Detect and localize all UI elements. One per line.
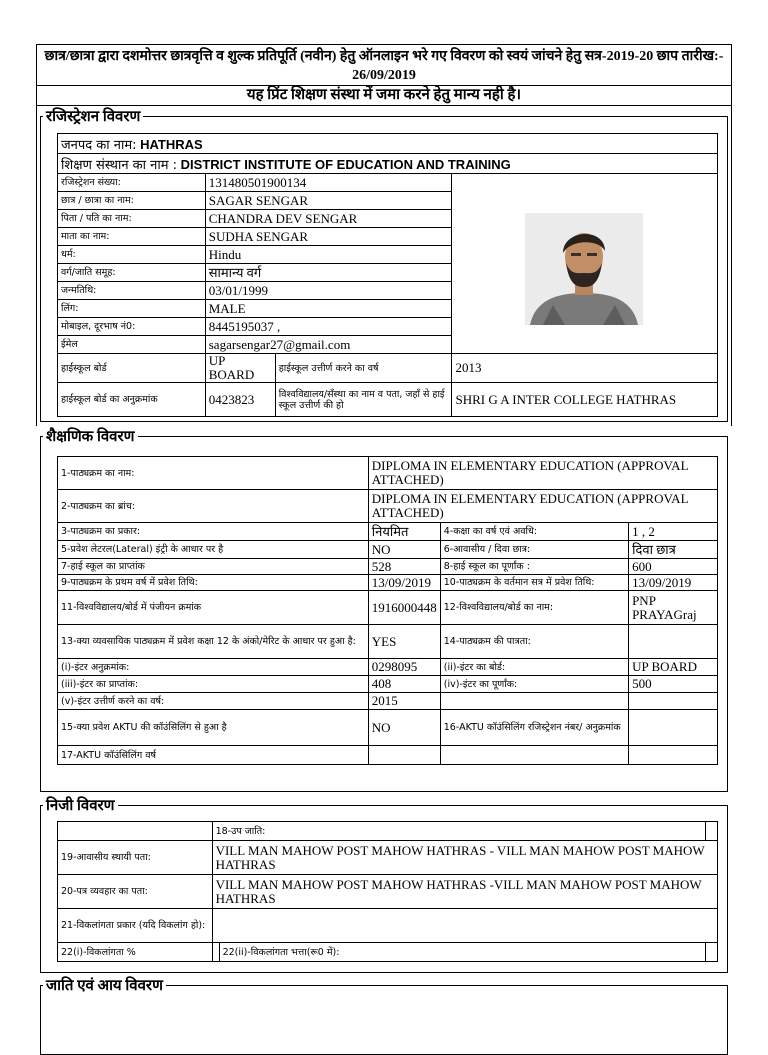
acad-label: (i)-इंटर अनुक्रमांक: [58, 659, 369, 676]
hs-school-label: विश्वविद्यालय/सँस्था का नाम व पता, जहाँ से हाई स्कूल उत्तीर्ण की हो [275, 383, 452, 417]
institute-value: DISTRICT INSTITUTE OF EDUCATION AND TRAINING [180, 156, 511, 172]
acad-label [440, 746, 628, 765]
personal-legend: निजी विवरण [46, 798, 115, 814]
print-notice: यह प्रिंट शिक्षण संस्था में जमा करने हेतु मान्य नही है। [36, 86, 732, 106]
acad-value: 528 [368, 559, 440, 575]
reg-label: वर्ग/जाति समूह: [58, 264, 206, 282]
disability-pct-label: 22(i)-विकलांगता % [58, 943, 213, 962]
reg-value: 8445195037 , [205, 318, 452, 336]
corr-address-label: 20-पत्र व्यवहार का पता: [58, 875, 213, 909]
acad-value [368, 746, 440, 765]
acad-value: 0298095 [368, 659, 440, 676]
acad-value: 500 [629, 676, 718, 693]
acad-label: 11-विश्वविद्यालय/बोर्ड में पंजीयन क्रमांक [58, 591, 369, 625]
acad-label: 3-पाठ्यक्रम का प्रकार: [58, 523, 369, 541]
acad-value: नियमित [368, 523, 440, 541]
disability-type-label: 21-विकलांगता प्रकार (यदि विकलांग हो): [58, 909, 213, 943]
reg-label: रजिस्ट्रेशन संख्या: [58, 174, 206, 192]
acad-label: 10-पाठ्यक्रम के वर्तमान सत्र में प्रवेश तिथि: [440, 575, 628, 591]
reg-label: जन्मतिथि: [58, 282, 206, 300]
page-title: छात्र/छात्रा द्वारा दशमोत्तर छात्रवृत्ति व शुल्क प्रतिपूर्ति (नवीन) हेतु ऑनलाइन भरे गए विवरण को स्वयं जांचने हेतु सत्र-2019-20 छाप तारीख:- 26/09/2019 [36, 44, 732, 86]
reg-value: 131480501900134 [205, 174, 452, 192]
disability-allowance-label: 22(ii)-विकलांगता भत्ता(रू0 में): [219, 943, 705, 962]
acad-label: 8-हाई स्कूल का पूर्णांक : [440, 559, 628, 575]
reg-value: सामान्य वर्ग [205, 264, 452, 282]
district-label: जनपद का नाम: [61, 137, 137, 153]
disability-allowance-value [706, 943, 718, 962]
acad-value: 1 , 2 [629, 523, 718, 541]
acad-label: 15-क्या प्रवेश AKTU की कॉउंसिलिंग से हुआ है [58, 710, 369, 746]
acad-value: 600 [629, 559, 718, 575]
student-photo-image [525, 213, 643, 325]
acad-label: 5-प्रवेश लेटरल(Lateral) इंट्री के आधार पर है [58, 541, 369, 559]
subcaste-value [706, 822, 718, 841]
reg-label: माता का नाम: [58, 228, 206, 246]
reg-label: लिंग: [58, 300, 206, 318]
perm-address-label: 19-आवासीय स्थायी पता: [58, 841, 213, 875]
academic-table [57, 456, 718, 765]
personal-table [57, 821, 718, 962]
hs-roll-value: 0423823 [205, 383, 275, 417]
acad-value: NO [368, 710, 440, 746]
reg-label: मोबाइल, दूरभाष नं0: [58, 318, 206, 336]
acad-label: (iii)-इंटर का प्राप्तांक: [58, 676, 369, 693]
reg-value: MALE [205, 300, 452, 318]
institute-label: शिक्षण संस्थान का नाम : [61, 157, 178, 173]
hs-board-label: हाईस्कूल बोर्ड [58, 354, 206, 383]
disability-pct-value [212, 943, 219, 962]
acad-value [629, 693, 718, 710]
acad-label: (iv)-इंटर का पूर्णांक: [440, 676, 628, 693]
reg-value: SUDHA SENGAR [205, 228, 452, 246]
hs-year-label: हाईस्कूल उत्तीर्ण करने का वर्ष [275, 354, 452, 383]
acad-label: (v)-इंटर उत्तीर्ण करने का वर्ष: [58, 693, 369, 710]
acad-value: 408 [368, 676, 440, 693]
reg-value: 03/01/1999 [205, 282, 452, 300]
reg-label: धर्म: [58, 246, 206, 264]
empty-cell [58, 822, 213, 841]
branch-label: 2-पाठ्यक्रम का ब्रांच: [58, 490, 369, 523]
disability-type-value [212, 909, 717, 943]
acad-value: PNP PRAYAGraj [629, 591, 718, 625]
hs-board-value: UP BOARD [205, 354, 275, 383]
student-photo [525, 213, 643, 325]
academic-legend: शैक्षणिक विवरण [46, 429, 135, 445]
course-value: DIPLOMA IN ELEMENTARY EDUCATION (APPROVAL ATTACHED) [368, 457, 717, 490]
reg-value: sagarsengar27@gmail.com [205, 336, 452, 354]
hs-roll-label: हाईस्कूल बोर्ड का अनुक्रमांक [58, 383, 206, 417]
perm-address-value: VILL MAN MAHOW POST MAHOW HATHRAS - VILL MAN MAHOW POST MAHOW HATHRAS [212, 841, 717, 875]
acad-label: 7-हाई स्कूल का प्राप्तांक [58, 559, 369, 575]
district-value: HATHRAS [140, 136, 203, 152]
district-cell [58, 134, 718, 154]
acad-value [629, 625, 718, 659]
acad-value: 1916000448 [368, 591, 440, 625]
branch-value: DIPLOMA IN ELEMENTARY EDUCATION (APPROVAL ATTACHED) [368, 490, 717, 523]
reg-value: Hindu [205, 246, 452, 264]
acad-label: 13-क्या व्यवसायिक पाठ्यक्रम में प्रवेश कक्षा 12 के अंको/मेरिट के आधार पर हुआ है: [58, 625, 369, 659]
institute-cell [58, 154, 718, 174]
acad-value: YES [368, 625, 440, 659]
course-label: 1-पाठ्यक्रम का नाम: [58, 457, 369, 490]
acad-value: NO [368, 541, 440, 559]
caste-income-legend: जाति एवं आय विवरण [46, 978, 163, 994]
acad-value: 2015 [368, 693, 440, 710]
acad-value: 13/09/2019 [629, 575, 718, 591]
acad-value: UP BOARD [629, 659, 718, 676]
acad-label: 12-विश्वविद्यालय/बोर्ड का नाम: [440, 591, 628, 625]
reg-label: पिता / पति का नाम: [58, 210, 206, 228]
acad-value [629, 746, 718, 765]
acad-value [629, 710, 718, 746]
acad-label: 6-आवासीय / दिवा छात्र: [440, 541, 628, 559]
reg-value: SAGAR SENGAR [205, 192, 452, 210]
acad-label [440, 693, 628, 710]
acad-label: 4-कक्षा का वर्ष एवं अवधि: [440, 523, 628, 541]
reg-label: ईमेल [58, 336, 206, 354]
subcaste-label: 18-उप जाति: [212, 822, 705, 841]
acad-value: 13/09/2019 [368, 575, 440, 591]
hs-school-value: SHRI G A INTER COLLEGE HATHRAS [452, 383, 718, 417]
reg-label: छात्र / छात्रा का नाम: [58, 192, 206, 210]
caste-income-section [40, 975, 728, 1055]
registration-legend: रजिस्ट्रेशन विवरण [46, 109, 141, 125]
acad-label: 17-AKTU कॉउंसिलिंग वर्ष [58, 746, 369, 765]
acad-value: दिवा छात्र [629, 541, 718, 559]
reg-value: CHANDRA DEV SENGAR [205, 210, 452, 228]
corr-address-value: VILL MAN MAHOW POST MAHOW HATHRAS -VILL MAN MAHOW POST MAHOW HATHRAS [212, 875, 717, 909]
acad-label: 14-पाठ्यक्रम की पात्रता: [440, 625, 628, 659]
acad-label: (ii)-इंटर का बोर्ड: [440, 659, 628, 676]
hs-year-value: 2013 [452, 354, 718, 383]
acad-label: 16-AKTU कॉउंसिलिंग रजिस्ट्रेशन नंबर/ अनुक्रमांक [440, 710, 628, 746]
acad-label: 9-पाठ्यक्रम के प्रथम वर्ष में प्रवेश तिथि: [58, 575, 369, 591]
